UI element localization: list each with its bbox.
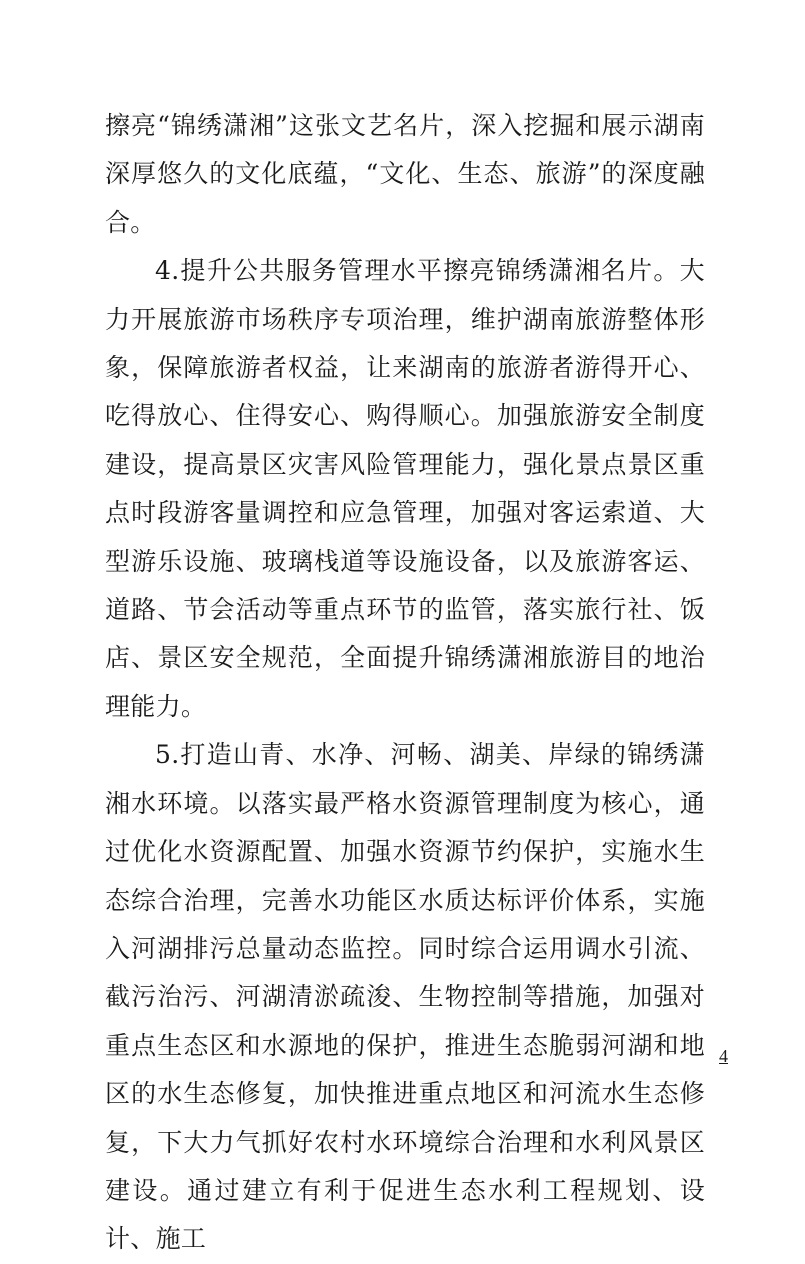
page-number: 4 — [719, 1046, 728, 1066]
paragraph-continuation: 擦亮“锦绣潇湘”这张文艺名片，深入挖掘和展示湖南深厚悠久的文化底蕴，“文化、生态、旅游”的深度融合。 — [105, 111, 705, 237]
paragraph-item-4: 4.提升公共服务管理水平擦亮锦绣潇湘名片。大力开展旅游市场秩序专项治理，维护湖南旅游整体形象，保障旅游者权益，让来湖南的旅游者游得开心、吃得放心、住得安心、购得顺心。加强旅游安全制度建设，提高景区灾害风险管理能力，强化景点景区重点时段游客量调控和应急管理，加强对客运索道、大型游乐设施、玻璃栈道等设施设备，以及旅游客运、道路、节会活动等重点环节的监管，落实旅行社、饭店、景区安全规范，全面提升锦绣潇湘旅游目的地治理能力。 — [105, 256, 705, 721]
paragraph-item-5: 5.打造山青、水净、河畅、湖美、岸绿的锦绣潇湘水环境。以落实最严格水资源管理制度为核心，通过优化水资源配置、加强水资源节约保护，实施水生态综合治理，完善水功能区水质达标评价体系，实施入河湖排污总量动态监控。同时综合运用调水引流、截污治污、河湖清淤疏浚、生物控制等措施，加强对重点生态区和水源地的保护，推进生态脆弱河湖和地区的水生态修复，加快推进重点地区和河流水生态修复，下大力气抓好农村水环境综合治理和水利风景区建设。通过建立有利于促进生态水利工程规划、设计、施工 — [105, 740, 705, 1254]
body-text — [105, 102, 705, 1264]
